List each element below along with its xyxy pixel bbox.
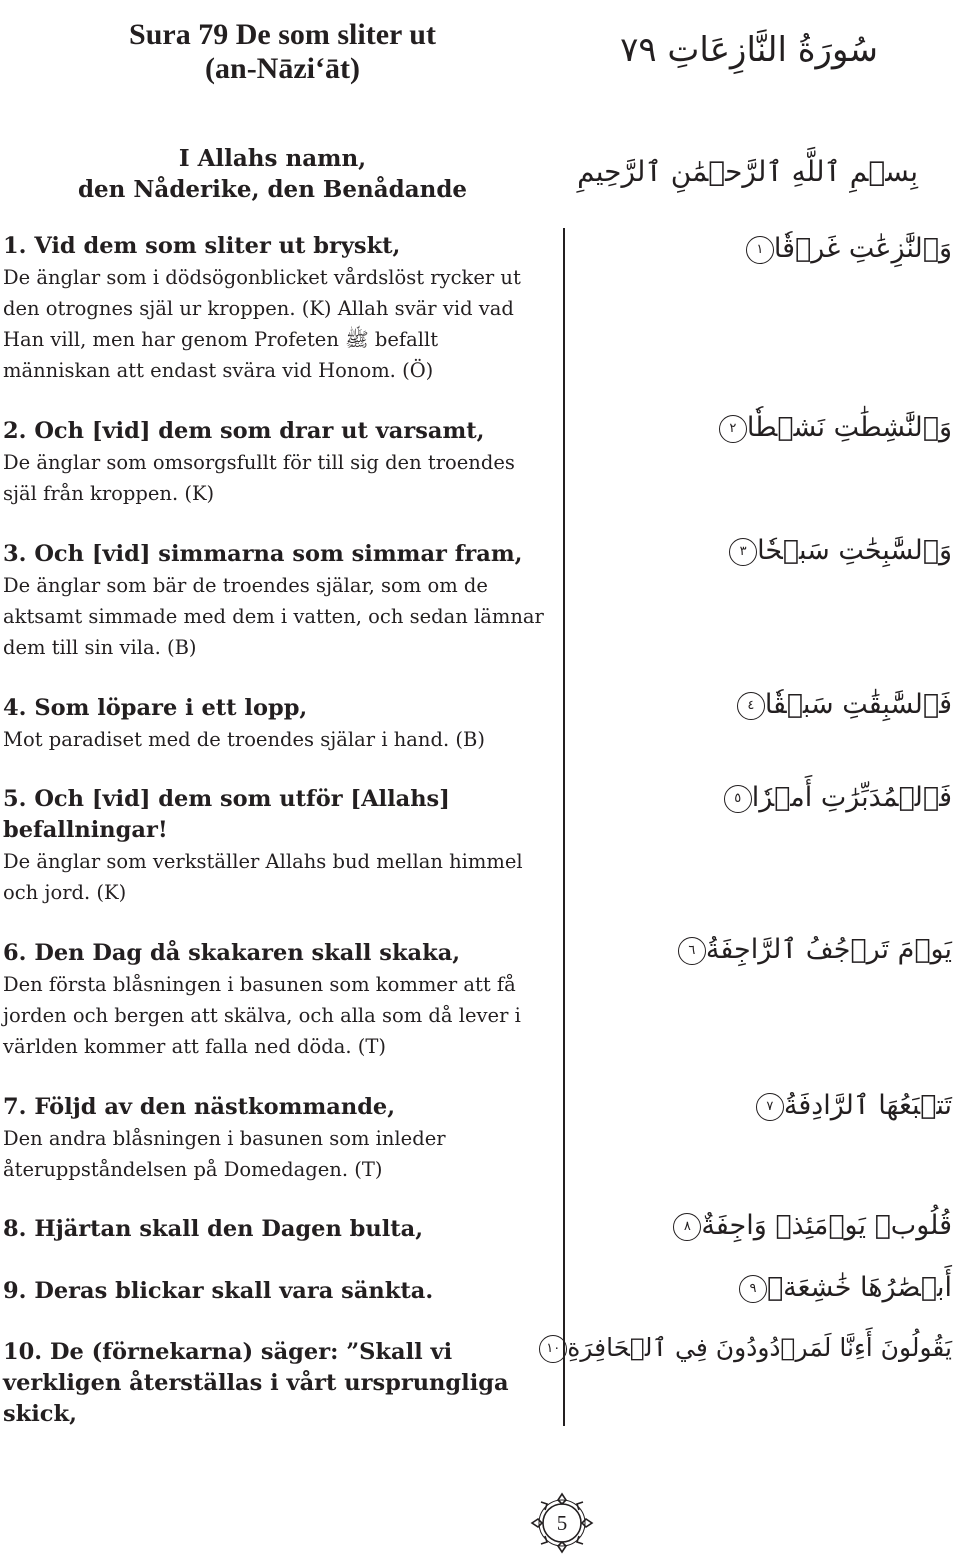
arabic-text: وَٱلنَّٰشِطَٰتِ نَشۡطٗا <box>746 412 952 443</box>
verse-heading: 9. Deras blickar skall vara sänkta. <box>3 1278 434 1304</box>
verse-arabic-4 <box>731 689 952 720</box>
page-number: 5 <box>556 1511 568 1535</box>
page-number-ornament <box>528 1492 596 1554</box>
verse-7 <box>3 1092 551 1185</box>
verse-3 <box>3 539 551 663</box>
column-divider <box>563 228 565 1426</box>
ayah-number-marker: ٧ <box>756 1093 784 1121</box>
verse-arabic-7 <box>750 1090 952 1121</box>
verse-commentary: Den första blåsningen i basunen som kommer att få jorden och bergen att skälva, och alla som då lever i världen kommer att falla ned döda. (T) <box>3 973 521 1058</box>
verse-commentary: Mot paradiset med de troendes själar i hand. (B) <box>3 728 485 751</box>
basmala-line1: I Allahs namn, <box>178 145 367 172</box>
verse-heading: 7. Följd av den nästkommande, <box>3 1094 396 1120</box>
ayah-number-marker: ١ <box>746 236 774 264</box>
verse-heading: 5. Och [vid] dem som utför [Allahs] befallningar! <box>3 786 450 843</box>
verse-heading: 4. Som löpare i ett lopp, <box>3 695 308 721</box>
ayah-number-marker: ٦ <box>678 937 706 965</box>
ayah-number-marker: ١٠ <box>539 1335 567 1363</box>
verse-arabic-3 <box>723 535 952 566</box>
arabic-text: يَقُولُونَ أَءِنَّا لَمَرۡدُودُونَ فِي ٱلۡحَافِرَةِ <box>567 1333 952 1362</box>
verse-heading: 2. Och [vid] dem som drar ut varsamt, <box>3 418 485 444</box>
arabic-text: وَٱلنَّٰزِعَٰتِ غَرۡقٗا <box>773 233 952 264</box>
basmala-swedish <box>0 143 545 205</box>
verse-9 <box>3 1276 551 1307</box>
arabic-text: تَتۡبَعُهَا ٱلرَّادِفَةُ <box>783 1090 952 1121</box>
basmala-line2: den Nåderike, den Benådande <box>77 176 468 203</box>
ayah-number-marker: ٢ <box>719 415 747 443</box>
verse-heading: 6. Den Dag då skakaren skall skaka, <box>3 940 461 966</box>
verse-arabic-6 <box>672 934 952 965</box>
verse-commentary: De änglar som bär de troendes själar, som om de aktsamt simmade med dem i vatten, och sedan lämnar dem till sin vila. (B) <box>3 574 544 659</box>
verse-5 <box>3 784 551 908</box>
verse-8 <box>3 1214 551 1245</box>
ayah-number-marker: ٨ <box>673 1213 701 1241</box>
verse-commentary: De änglar som verkställer Allahs bud mellan himmel och jord. (K) <box>3 850 523 904</box>
ayah-number-marker: ٣ <box>729 538 757 566</box>
arabic-text: يَوۡمَ تَرۡجُفُ ٱلرَّاجِفَةُ <box>705 934 952 965</box>
arabic-text: فَٱلۡمُدَبِّرَٰتِ أَمۡرٗا <box>751 782 952 813</box>
sura-title-line2: (an-Nāzi‘āt) <box>205 52 360 85</box>
verse-2 <box>3 416 551 509</box>
verse-arabic-10 <box>533 1333 952 1363</box>
sura-title-swedish <box>0 18 565 86</box>
arabic-text: وَٱلسَّٰبِحَٰتِ سَبۡحٗا <box>757 535 952 566</box>
verse-arabic-1 <box>740 233 952 264</box>
arabic-text: فَٱلسَّٰبِقَٰتِ سَبۡقٗا <box>764 689 952 720</box>
sura-title-arabic: سُورَةُ النَّازِعَاتِ ٧٩ <box>620 30 878 70</box>
verse-heading: 1. Vid dem som sliter ut bryskt, <box>3 233 401 259</box>
verse-heading: 8. Hjärtan skall den Dagen bulta, <box>3 1216 424 1242</box>
verse-arabic-5 <box>718 782 952 813</box>
basmala-arabic: بِسۡمِ ٱللَّهِ ٱلرَّحۡمَٰنِ ٱلرَّحِيمِ <box>577 155 918 188</box>
sura-title-line1: Sura 79 De som sliter ut <box>129 18 436 51</box>
ayah-number-marker: ٩ <box>739 1275 767 1303</box>
arabic-text: قُلُوبٞ يَوۡمَئِذٖ وَاجِفَةٌ <box>701 1210 952 1241</box>
ayah-number-marker: ٥ <box>724 785 752 813</box>
verse-heading: 10. De (förnekarna) säger: ”Skall vi verkligen återställas i vårt ursprungliga skick, <box>3 1339 509 1427</box>
ayah-number-marker: ٤ <box>737 692 765 720</box>
verse-commentary: De änglar som i dödsögonblicket vårdslöst rycker ut den otrognes själ ur kroppen. (K) Allah svär vid vad Han vill, men har genom Profeten ﷺ befallt människan att endast svära vid Honom. (Ö) <box>3 266 521 382</box>
verse-arabic-2 <box>713 412 952 443</box>
verse-commentary: De änglar som omsorgsfullt för till sig den troendes själ från kroppen. (K) <box>3 451 515 505</box>
verse-heading: 3. Och [vid] simmarna som simmar fram, <box>3 541 523 567</box>
verse-10 <box>3 1337 543 1430</box>
verse-4 <box>3 693 551 755</box>
verse-6 <box>3 938 551 1062</box>
verse-arabic-9 <box>733 1272 952 1303</box>
verse-1 <box>3 231 551 386</box>
verse-commentary: Den andra blåsningen i basunen som inleder återuppståndelsen på Domedagen. (T) <box>3 1127 446 1181</box>
arabic-text: أَبۡصَٰرُهَا خَٰشِعَةٞ <box>766 1272 952 1303</box>
verse-arabic-8 <box>667 1210 952 1241</box>
